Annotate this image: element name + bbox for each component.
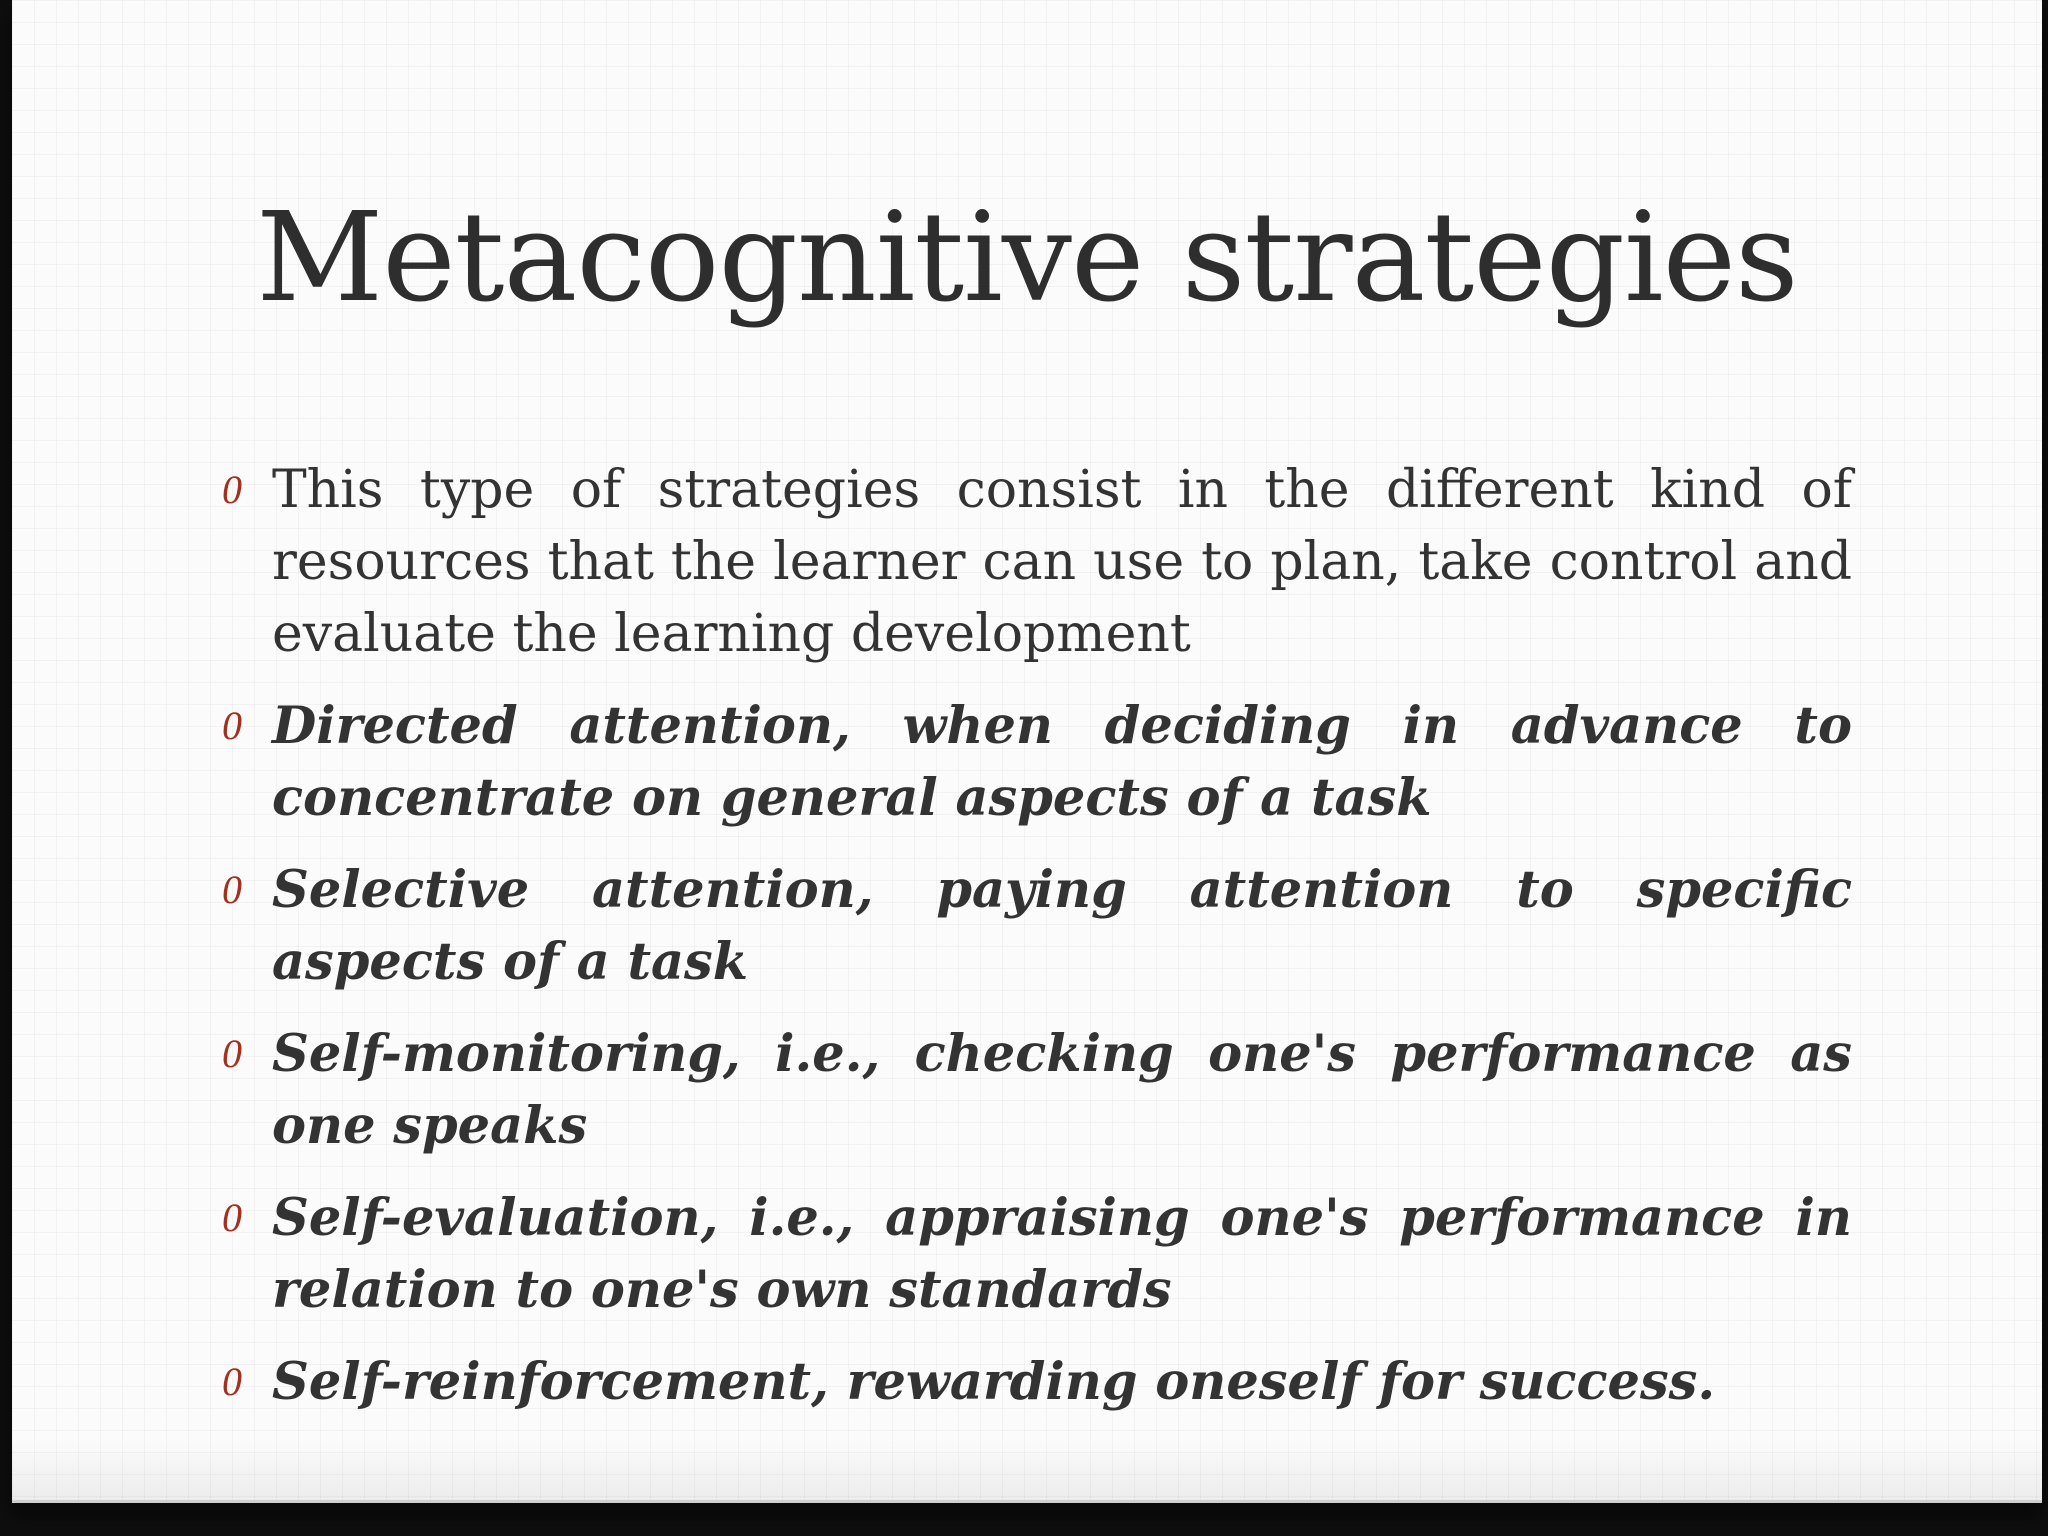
bullet-item: [222, 460, 1852, 676]
bullet-text: This type of strategies consist in the different kind of resources that the learner can use to plan, take control and evaluate the learning development: [272, 460, 1852, 664]
bullet-text: Self-monitoring, i.e., checking one's performance as one speaks: [272, 1024, 1852, 1156]
bullet-item: [222, 1188, 1852, 1332]
bullet-marker-icon: 0: [222, 703, 242, 748]
bullet-item: [222, 1352, 1852, 1424]
bullet-marker-icon: 0: [222, 1359, 242, 1404]
bullet-item: [222, 860, 1852, 1004]
slide: [12, 0, 2042, 1503]
bullet-marker-icon: 0: [222, 1195, 242, 1240]
bullet-list: [222, 460, 1852, 1444]
bullet-marker-icon: 0: [222, 1031, 242, 1076]
bullet-text: Self-reinforcement, rewarding oneself for success.: [272, 1352, 1716, 1412]
bullet-text: Self-evaluation, i.e., appraising one's performance in relation to one's own standards: [272, 1188, 1852, 1320]
bullet-text: Selective attention, paying attention to specific aspects of a task: [272, 860, 1852, 992]
bullet-text: Directed attention, when deciding in advance to concentrate on general aspects of a task: [272, 696, 1852, 828]
bullet-item: [222, 1024, 1852, 1168]
bullet-marker-icon: 0: [222, 467, 242, 512]
slide-title: Metacognitive strategies: [256, 186, 1798, 330]
bullet-marker-icon: 0: [222, 867, 242, 912]
bullet-item: [222, 696, 1852, 840]
